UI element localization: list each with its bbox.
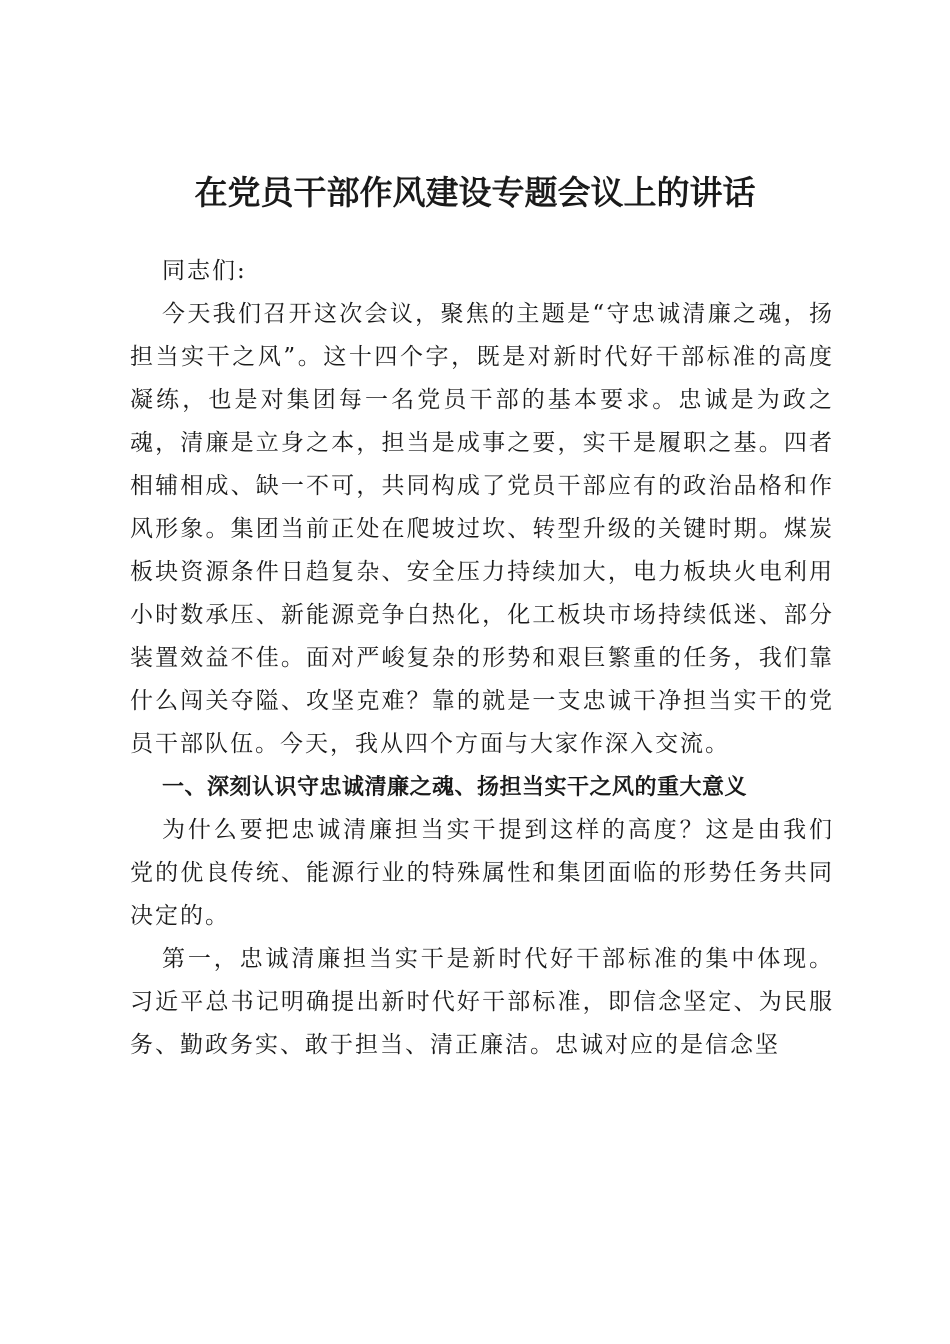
intro-paragraph: 今天我们召开这次会议，聚焦的主题是“守忠诚清廉之魂，扬担当实干之风”。这十四个字，既是对新时代好干部标准的高度凝练，也是对集团每一名党员干部的基本要求。忠诚是为政之魂，清廉是立身之本，担当是成事之要，实干是履职之基。四者相辅相成、缺一不可，共同构成了党员干部应有的政治品格和作风形象。集团当前正处在爬坡过坎、转型升级的关键时期。煤炭板块资源条件日趋复杂、安全压力持续加大，电力板块火电利用小时数承压、新能源竞争白热化，化工板块市场持续低迷、部分装置效益不佳。面对严峻复杂的形势和艰巨繁重的任务，我们靠什么闯关夺隘、攻坚克难？靠的就是一支忠诚干净担当实干的党员干部队伍。今天，我从四个方面与大家作深入交流。 — [130, 301, 834, 757]
salutation-paragraph: 同志们: — [162, 258, 247, 284]
section-paragraph: 为什么要把忠诚清廉担当实干提到这样的高度？这是由我们党的优良传统、能源行业的特殊属性和集团面临的形势任务共同决定的。 — [130, 817, 834, 929]
document-title: 在党员干部作风建设专题会议上的讲话 — [194, 173, 756, 212]
point-one-paragraph: 第一，忠诚清廉担当实干是新时代好干部标准的集中体现。习近平总书记明确提出新时代好干部标准，即信念坚定、为民服务、勤政务实、敢于担当、清正廉洁。忠诚对应的是信念坚 — [130, 946, 834, 1058]
section-heading: 一、深刻认识守忠诚清廉之魂、扬担当实干之风的重大意义 — [162, 775, 748, 800]
document-body — [130, 250, 834, 1067]
